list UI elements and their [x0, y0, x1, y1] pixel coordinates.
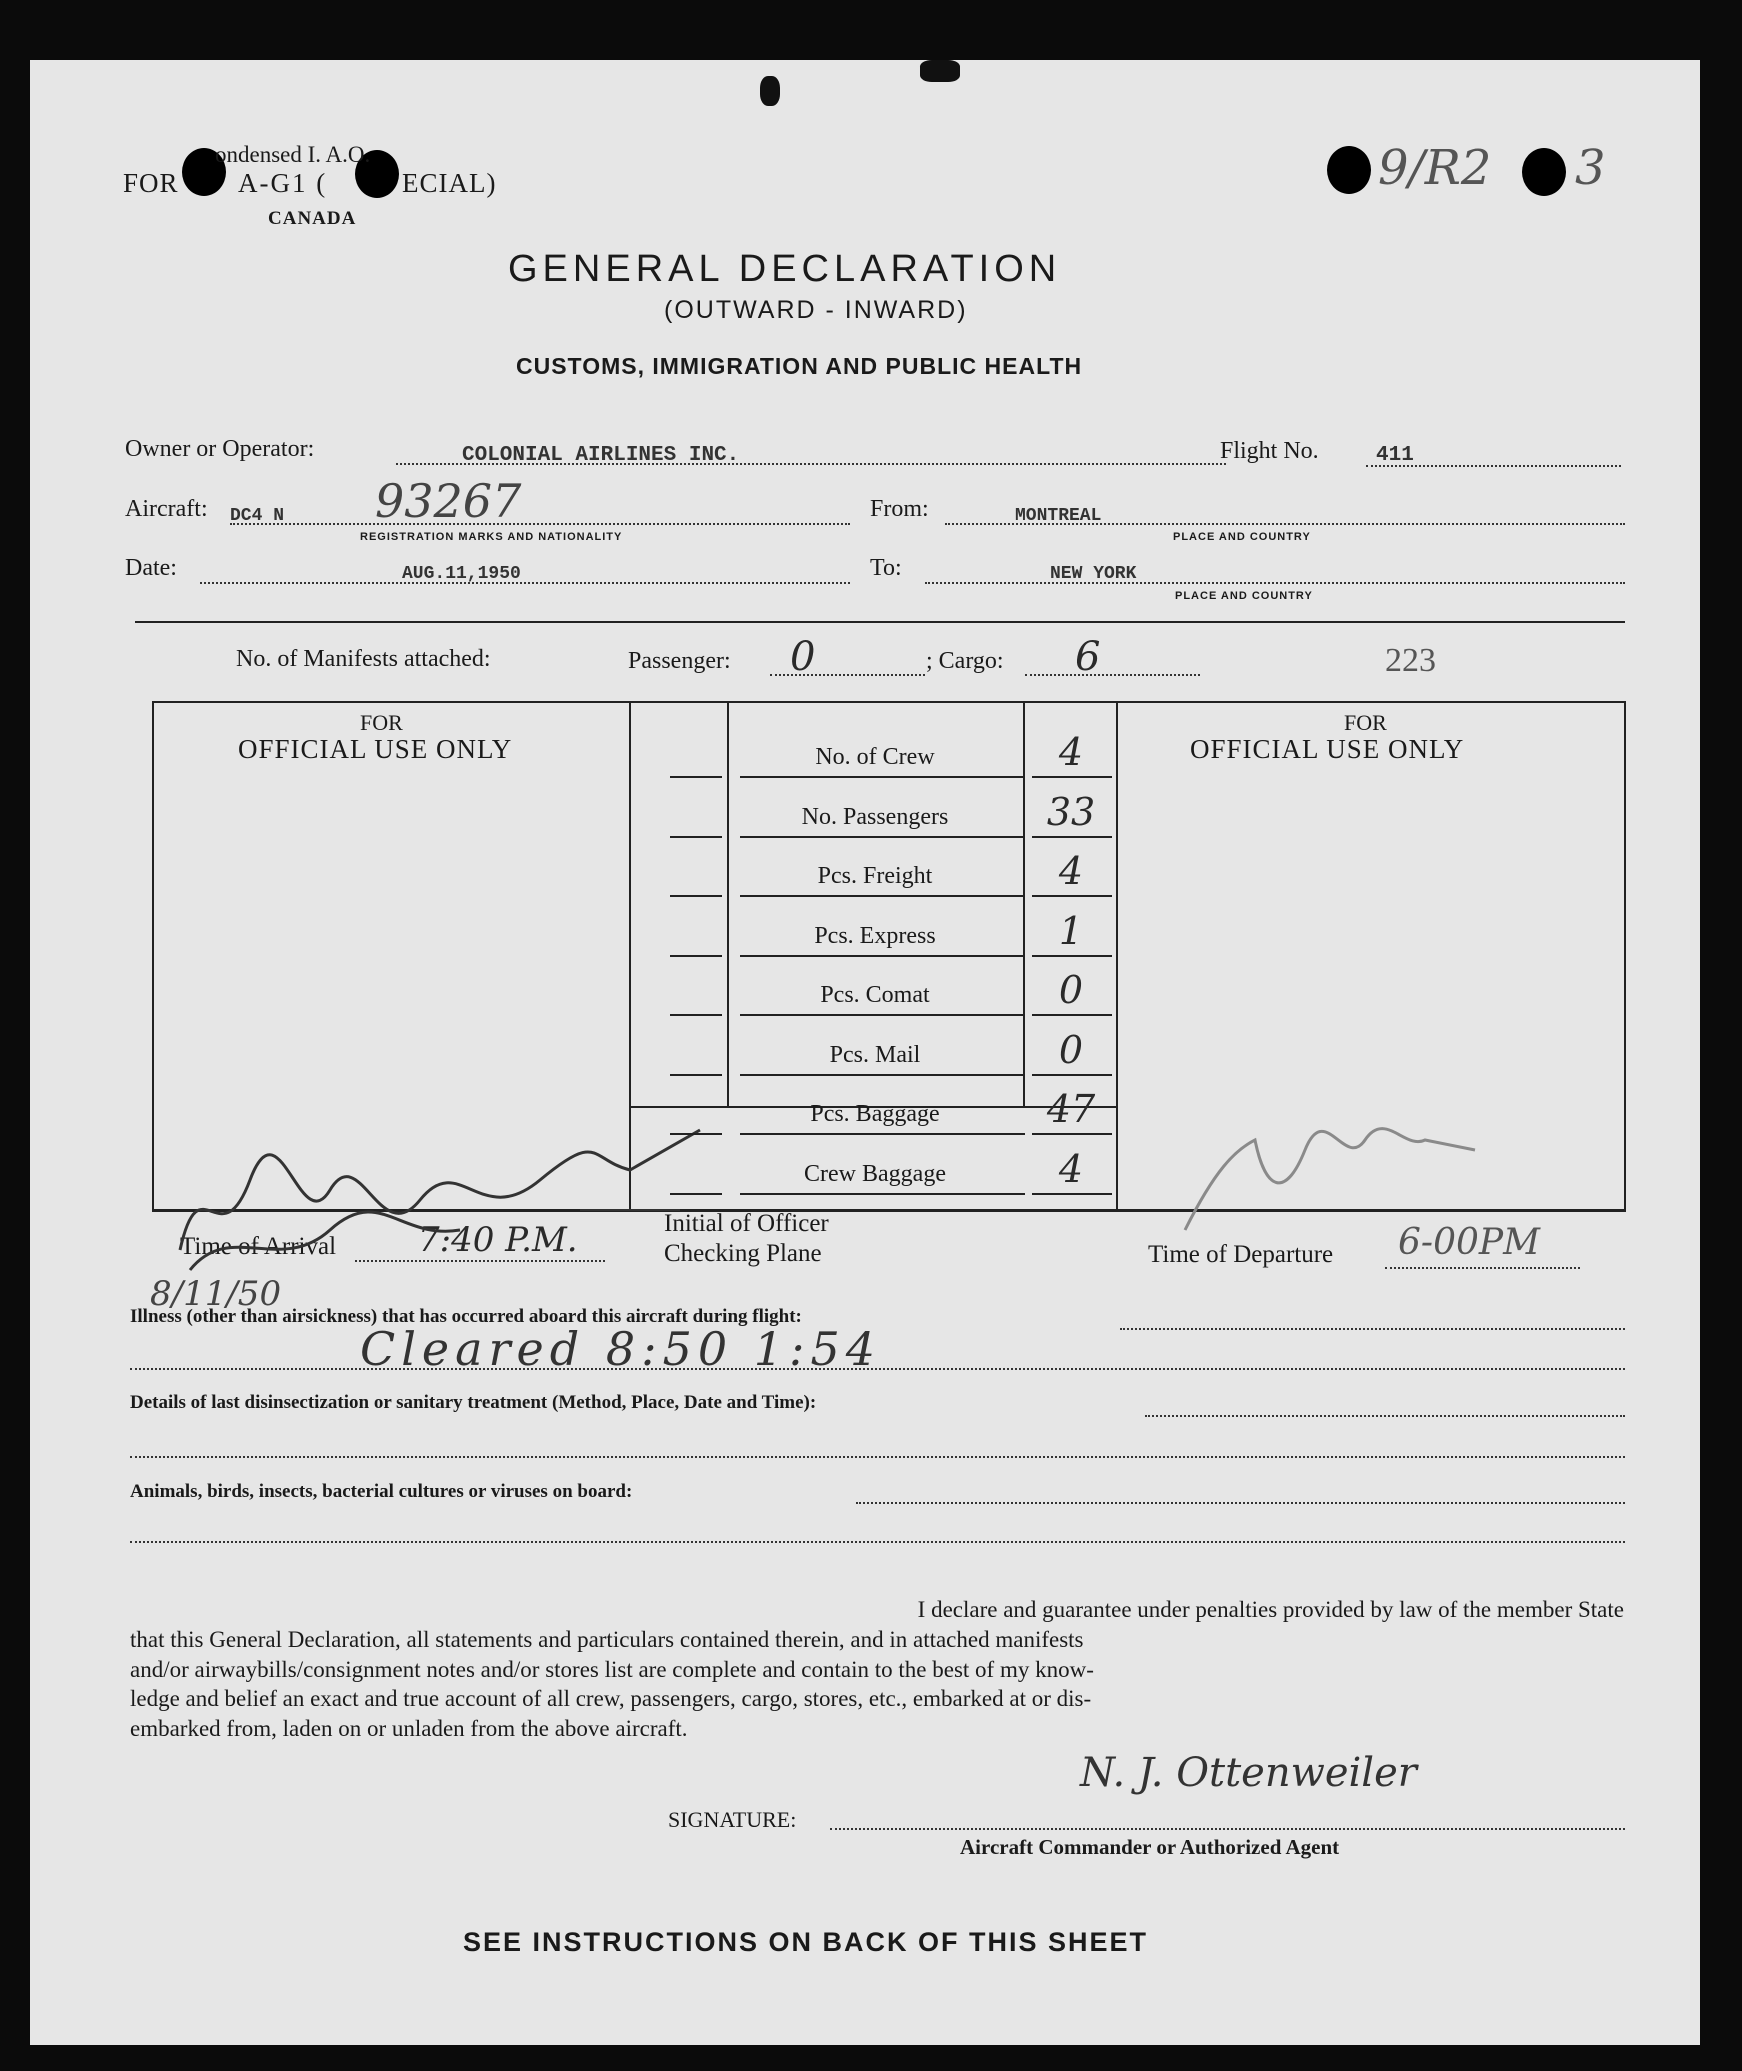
count-row-label: Pcs. Comat — [820, 982, 930, 1008]
count-row-label: Pcs. Freight — [817, 863, 933, 889]
footer-instructions: SEE INSTRUCTIONS ON BACK OF THIS SHEET — [463, 1927, 1149, 1957]
declaration-line5: embarked from, laden on or unladen from the above aircraft. — [130, 1716, 688, 1741]
from-caption: PLACE AND COUNTRY — [1173, 531, 1311, 543]
to-caption: PLACE AND COUNTRY — [1175, 590, 1313, 602]
manifests-cargo-label: ; Cargo: — [926, 648, 1004, 674]
date-value: AUG.11,1950 — [402, 564, 521, 584]
count-row-label: Crew Baggage — [804, 1160, 946, 1187]
from-value: MONTREAL — [1015, 506, 1102, 526]
page-subheading: CUSTOMS, IMMIGRATION AND PUBLIC HEALTH — [516, 353, 1083, 379]
count-row-rule — [670, 836, 722, 838]
declaration-line1: I declare and guarantee under penalties provided by law of the member State — [917, 1597, 1624, 1622]
count-row-value: 1 — [1058, 908, 1084, 953]
punch-hole-3 — [1327, 146, 1371, 194]
aircraft-caption: REGISTRATION MARKS AND NATIONALITY — [360, 531, 623, 543]
commander-signature: N. J. Ottenweiler — [1080, 1750, 1417, 1796]
form-code-line1: ondensed I. A.O. — [215, 142, 371, 167]
count-row-label: Pcs. Baggage — [810, 1101, 940, 1127]
count-row-rule — [670, 1133, 722, 1135]
aircraft-type: DC4 N — [230, 506, 285, 526]
flight-value: 411 — [1376, 444, 1414, 467]
official-left-for: FOR — [360, 710, 403, 735]
time-departure-value: 6-00PM — [1398, 1222, 1540, 1263]
count-row-rule — [1032, 836, 1112, 838]
count-row-label: Pcs. Mail — [829, 1041, 921, 1068]
count-row-rule — [1032, 1133, 1112, 1135]
initial-officer-line2: Checking Plane — [664, 1240, 822, 1267]
officer-signature-mark — [160, 1100, 720, 1300]
count-row-rule — [670, 1014, 722, 1016]
page-subtitle: (OUTWARD - INWARD) — [664, 296, 968, 324]
from-label: From: — [870, 496, 929, 522]
count-row-rule — [1032, 895, 1112, 897]
to-label: To: — [870, 555, 902, 581]
official-right-title: OFFICIAL USE ONLY — [1190, 734, 1465, 764]
count-row-value: 0 — [1058, 1027, 1084, 1072]
count-row-rule — [740, 1074, 1025, 1076]
declaration-line4: ledge and belief an exact and true account of all crew, passengers, cargo, stores, etc., embarked at or dis- — [130, 1686, 1092, 1711]
manifests-cargo-value: 6 — [1075, 634, 1101, 680]
manifests-label: No. of Manifests attached: — [236, 646, 491, 672]
form-code-prefix: FOR — [123, 168, 179, 198]
punch-hole-4 — [1522, 148, 1566, 196]
count-row-rule — [740, 895, 1025, 897]
illness-question: Illness (other than airsickness) that has occurred aboard this aircraft during flight: — [130, 1306, 802, 1327]
count-row-value: 0 — [1058, 968, 1084, 1012]
count-row-rule — [1032, 955, 1112, 957]
flight-label: Flight No. — [1220, 438, 1319, 464]
form-code-mid: A-G1 ( — [238, 168, 328, 198]
signature-caption: Aircraft Commander or Authorized Agent — [960, 1835, 1340, 1859]
owner-label: Owner or Operator: — [125, 436, 315, 462]
time-departure-label: Time of Departure — [1148, 1241, 1334, 1268]
count-row-value: 4 — [1058, 730, 1084, 774]
declaration-line2: that this General Declaration, all statements and particulars contained therein, and in attached manifests — [130, 1627, 1084, 1652]
declaration-line3: and/or airwaybills/consignment notes and/or stores list are complete and contain to the best of my know- — [130, 1657, 1094, 1682]
count-row-rule — [740, 1133, 1025, 1135]
form-sheet — [30, 60, 1700, 2045]
count-row-rule — [1032, 1014, 1112, 1016]
count-row-rule — [740, 1193, 1025, 1195]
manifests-stamp-number: 223 — [1385, 642, 1436, 679]
form-country: CANADA — [268, 208, 357, 229]
owner-value: COLONIAL AIRLINES INC. — [462, 444, 740, 467]
page-title: GENERAL DECLARATION — [508, 248, 1062, 290]
signature-label: SIGNATURE: — [668, 1807, 797, 1832]
count-row-label: No. Passengers — [801, 803, 949, 830]
count-row-value: 4 — [1058, 1146, 1084, 1191]
manifests-passenger-label: Passenger: — [628, 648, 731, 674]
official-right-for: FOR — [1344, 710, 1387, 735]
official-left-title: OFFICIAL USE ONLY — [238, 734, 513, 764]
count-row-value: 33 — [1046, 789, 1096, 834]
manifests-passenger-value: 0 — [790, 634, 816, 680]
time-arrival-label: Time of Arrival — [180, 1233, 337, 1260]
top-speck — [760, 76, 780, 106]
count-row-rule — [740, 836, 1025, 838]
aircraft-label: Aircraft: — [125, 496, 208, 522]
count-row-label: No. of Crew — [815, 744, 935, 770]
count-row-value: 4 — [1058, 849, 1084, 893]
date-label: Date: — [125, 555, 177, 581]
time-arrival-value: 7:40 P.M. — [418, 1220, 578, 1260]
count-row-rule — [670, 776, 722, 778]
count-row-value: 47 — [1046, 1087, 1096, 1131]
departure-scribble — [1175, 1110, 1495, 1240]
file-number: 9/R2 — [1378, 140, 1492, 196]
count-row-rule — [1032, 1074, 1112, 1076]
count-row-rule — [670, 955, 722, 957]
count-row-rule — [1032, 1193, 1112, 1195]
count-row-label: Pcs. Express — [814, 922, 936, 949]
to-value: NEW YORK — [1050, 564, 1137, 584]
file-number-tail: 3 — [1575, 140, 1606, 196]
animals-question: Animals, birds, insects, bacterial cultures or viruses on board: — [130, 1481, 633, 1502]
count-row-rule — [670, 895, 722, 897]
count-row-rule — [1032, 776, 1112, 778]
top-speck-2 — [920, 60, 960, 82]
count-row-rule — [670, 1074, 722, 1076]
arrival-handwritten-date: 8/11/50 — [150, 1274, 282, 1314]
form-code-suffix: ECIAL) — [402, 168, 497, 198]
count-row-rule — [740, 955, 1025, 957]
initial-officer-line1: Initial of Officer — [664, 1210, 829, 1237]
count-row-rule — [740, 1014, 1025, 1016]
count-row-rule — [740, 776, 1025, 778]
disinsect-question: Details of last disinsectization or sanitary treatment (Method, Place, Date and Time): — [130, 1392, 817, 1413]
aircraft-registration: 93267 — [375, 474, 522, 528]
count-row-rule — [670, 1193, 722, 1195]
illness-handwritten-note: Cleared 8:50 1:54 — [360, 1322, 882, 1376]
